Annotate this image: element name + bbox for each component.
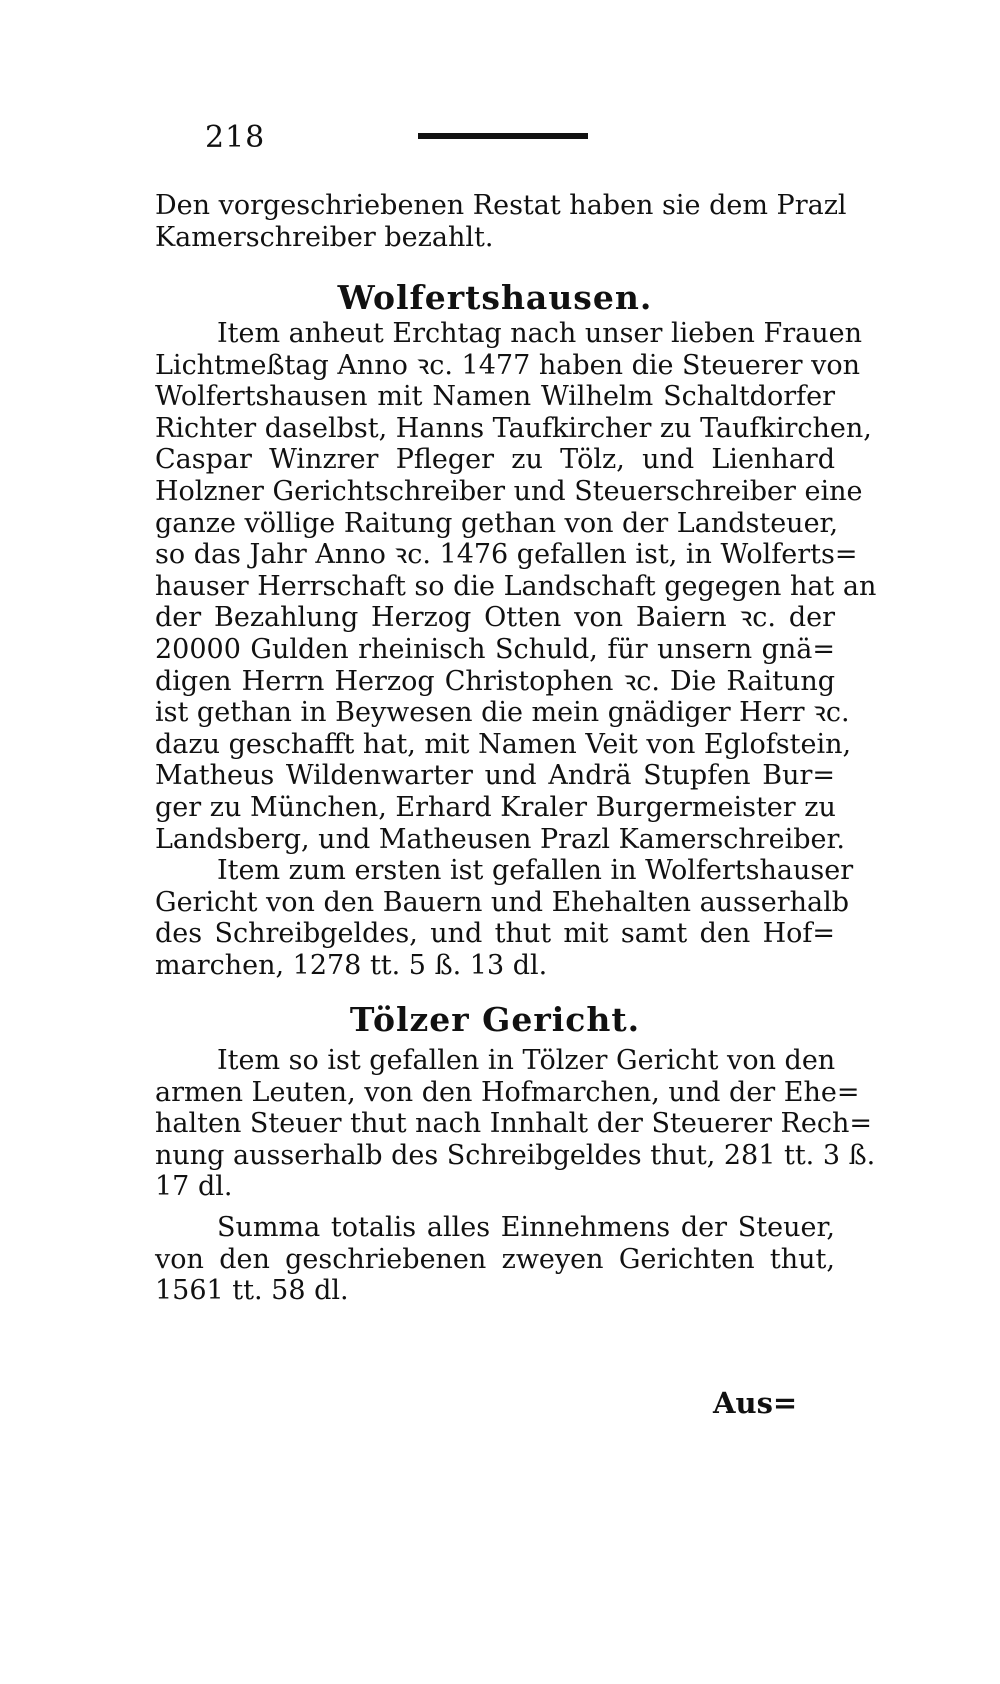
header-rule [418, 133, 588, 139]
intro-paragraph [155, 190, 847, 253]
text-line: Den vorgeschriebenen Restat haben sie dem Prazl [155, 190, 847, 221]
text-line: Caspar Winzrer Pfleger zu Tölz, und Lienhard [155, 444, 835, 476]
paragraph-raitung [155, 318, 877, 855]
text-line: 1561 tt. 58 dl. [155, 1275, 349, 1307]
text-line: 20000 Gulden rheinisch Schuld, für unsern gnä= [155, 633, 835, 665]
section-heading-wolfertshausen: Wolfertshausen. [337, 278, 653, 317]
text-line: Summa totalis alles Einnehmens der Steuer, [217, 1212, 835, 1243]
text-line: Kamerschreiber bezahlt. [155, 221, 494, 253]
text-line: so das Jahr Anno ꝛc. 1476 gefallen ist, in Wolferts= [155, 539, 858, 571]
section-heading-toelzer-gericht: Tölzer Gericht. [349, 1000, 641, 1039]
text-line: Matheus Wildenwarter und Andrä Stupfen Bur= [155, 760, 835, 792]
text-line: Lichtmeßtag Anno ꝛc. 1477 haben die Steuerer von [155, 349, 861, 381]
text-line: marchen, 1278 tt. 5 ß. 13 dl. [155, 949, 548, 981]
text-line: des Schreibgeldes, und thut mit samt den Hof= [155, 918, 835, 950]
paragraph-wolfertshausen-total [155, 855, 854, 981]
text-line: hauser Herrschaft so die Landschaft gegegen hat an [155, 570, 877, 602]
text-line: Holzner Gerichtschreiber und Steuerschreiber eine [155, 475, 863, 507]
text-line: ger zu München, Erhard Kraler Burgermeister zu [155, 791, 836, 823]
text-line: ganze völlige Raitung gethan von der Landsteuer, [155, 507, 839, 539]
text-line: Item anheut Erchtag nach unser lieben Frauen [217, 318, 862, 349]
text-line: digen Herrn Herzog Christophen ꝛc. Die Raitung [155, 665, 835, 697]
paragraph-toelz-total [155, 1045, 876, 1203]
text-line: der Bezahlung Herzog Otten von Baiern ꝛc. der [155, 602, 835, 634]
text-line: ist gethan in Beywesen die mein gnädiger Herr ꝛc. [155, 697, 850, 729]
page-number: 218 [205, 120, 266, 155]
paragraph-summa-totalis [155, 1212, 835, 1307]
text-line: von den geschriebenen zweyen Gerichten thut, [155, 1243, 835, 1275]
text-line: Richter daselbst, Hanns Taufkircher zu Taufkirchen, [155, 412, 872, 444]
text-line: nung ausserhalb des Schreibgeldes thut, 281 tt. 3 ß. [155, 1139, 876, 1171]
text-line: Item zum ersten ist gefallen in Wolfertshauser [217, 855, 854, 886]
text-line: Gericht von den Bauern und Ehehalten ausserhalb [155, 886, 850, 918]
catchword: Aus= [713, 1386, 798, 1420]
text-line: halten Steuer thut nach Innhalt der Steuerer Rech= [155, 1108, 873, 1140]
text-line: Wolfertshausen mit Namen Wilhelm Schaltdorfer [155, 381, 835, 413]
text-line: Landsberg, und Matheusen Prazl Kamerschreiber. [155, 823, 846, 855]
text-line: Item so ist gefallen in Tölzer Gericht von den [217, 1045, 836, 1076]
text-line: 17 dl. [155, 1171, 233, 1203]
text-line: dazu geschafft hat, mit Namen Veit von Eglofstein, [155, 728, 852, 760]
text-line: armen Leuten, von den Hofmarchen, und der Ehe= [155, 1076, 860, 1108]
